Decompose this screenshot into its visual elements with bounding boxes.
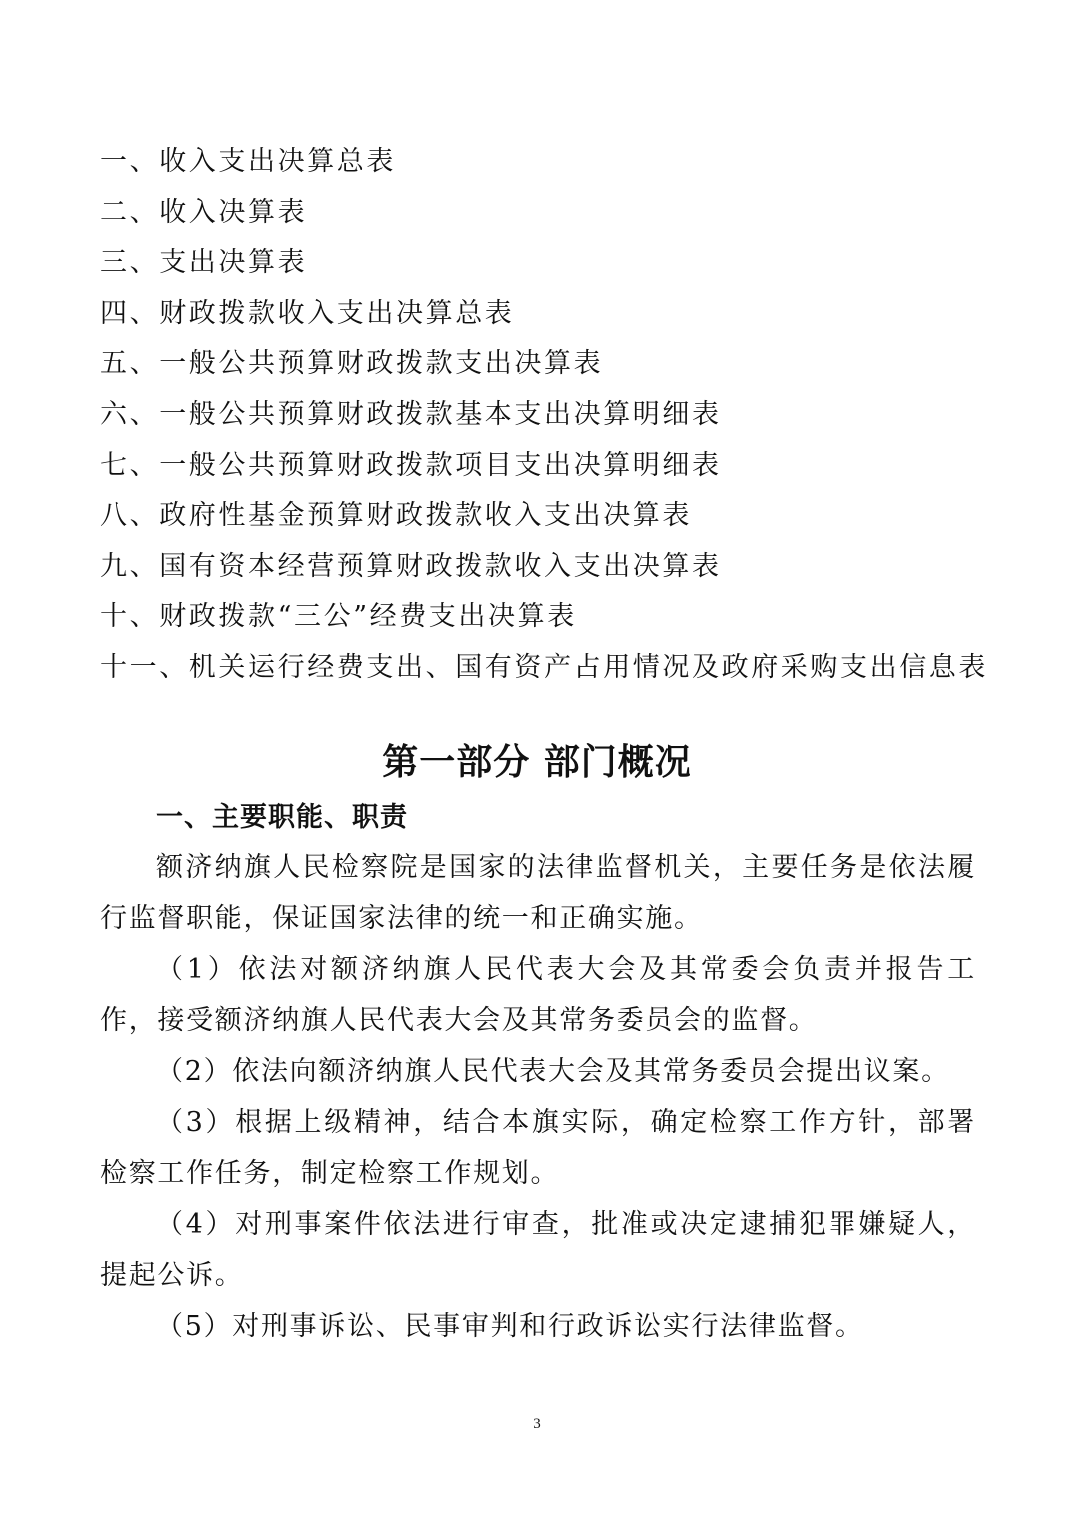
contents-item: 十一、机关运行经费支出、国有资产占用情况及政府采购支出信息表 bbox=[100, 651, 988, 683]
body-paragraph: （3）根据上级精神，结合本旗实际，确定检察工作方针，部署检察工作任务，制定检察工作规划。 bbox=[100, 1107, 976, 1189]
contents-item: 七、一般公共预算财政拨款项目支出决算明细表 bbox=[100, 449, 722, 481]
body-paragraph: 额济纳旗人民检察院是国家的法律监督机关，主要任务是依法履行监督职能，保证国家法律的统一和正确实施。 bbox=[100, 852, 976, 934]
contents-list bbox=[100, 140, 1000, 697]
page-number: 3 bbox=[533, 1416, 541, 1432]
body-paragraph: （4）对刑事案件依法进行审查，批准或决定逮捕犯罪嫌疑人，提起公诉。 bbox=[100, 1209, 976, 1291]
contents-item: 四、财政拨款收入支出决算总表 bbox=[100, 297, 515, 329]
contents-item: 一、收入支出决算总表 bbox=[100, 146, 396, 177]
contents-item: 九、国有资本经营预算财政拨款收入支出决算表 bbox=[100, 550, 722, 582]
part-title: 第一部分 部门概况 bbox=[382, 742, 692, 783]
contents-item: 三、支出决算表 bbox=[100, 247, 308, 279]
contents-item: 五、一般公共预算财政拨款支出决算表 bbox=[100, 348, 604, 380]
contents-item: 八、政府性基金预算财政拨款收入支出决算表 bbox=[100, 500, 692, 532]
body-paragraph: （1）依法对额济纳旗人民代表大会及其常委会负责并报告工作，接受额济纳旗人民代表大会及其常务委员会的监督。 bbox=[100, 954, 976, 1036]
section-heading: 一、主要职能、职责 bbox=[156, 802, 408, 833]
contents-item: 六、一般公共预算财政拨款基本支出决算明细表 bbox=[100, 398, 722, 430]
body-paragraph: （2）依法向额济纳旗人民代表大会及其常务委员会提出议案。 bbox=[156, 1056, 950, 1087]
contents-item: 二、收入决算表 bbox=[100, 196, 308, 228]
contents-item: 十、财政拨款“三公”经费支出决算表 bbox=[100, 601, 577, 633]
body-paragraph: （5）对刑事诉讼、民事审判和行政诉讼实行法律监督。 bbox=[156, 1311, 864, 1342]
section-body bbox=[100, 842, 976, 1352]
